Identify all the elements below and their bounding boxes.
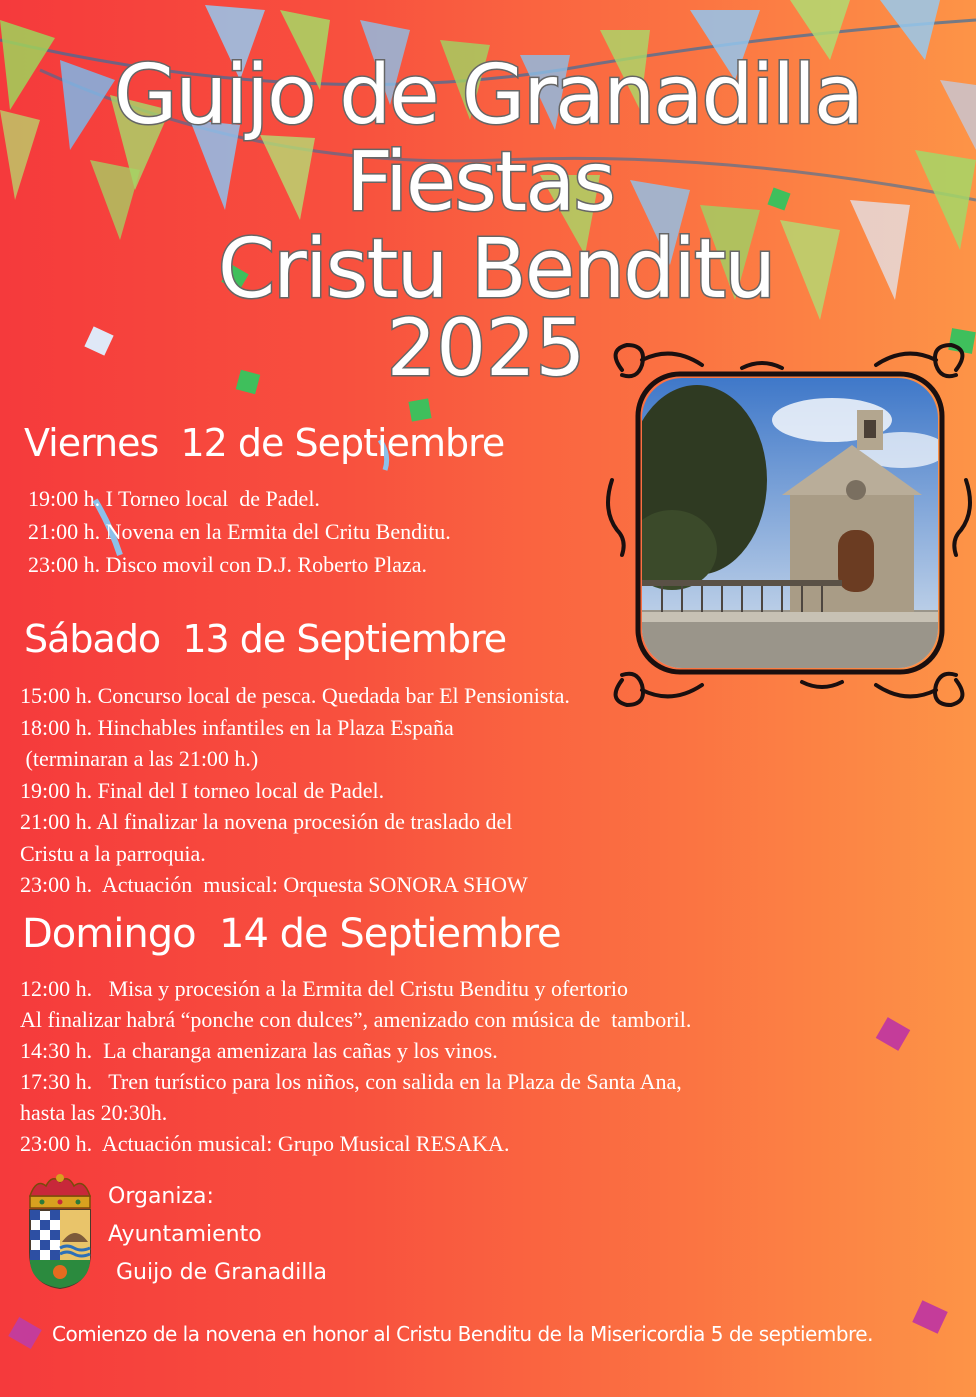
title-year: 2025 xyxy=(386,304,586,394)
event-item: Cristu a la parroquia. xyxy=(20,840,206,866)
event-item: 12:00 h. Misa y procesión a la Ermita del Cristu Benditu y ofertorio xyxy=(20,976,628,1001)
event-list-sabado xyxy=(20,680,570,901)
event-item: 15:00 h. Concurso local de pesca. Quedada bar El Pensionista. xyxy=(20,683,570,708)
event-item: (terminaran a las 21:00 h.) xyxy=(20,746,259,771)
event-list-viernes xyxy=(28,482,451,581)
day-heading-viernes: Viernes 12 de Septiembre xyxy=(24,421,505,465)
title-town: Guijo de Granadilla xyxy=(113,48,863,143)
event-item: 21:00 h. Novena en la Ermita del Critu Benditu. xyxy=(28,519,451,544)
event-item: 18:00 h. Hinchables infantiles en la Plaza España xyxy=(20,714,454,740)
title-fiestas: Fiestas xyxy=(345,135,615,230)
chapel-photo xyxy=(602,340,976,710)
event-item: 23:00 h. Actuación musical: Grupo Musical RESAKA. xyxy=(20,1131,510,1156)
organizer-label: Organiza: xyxy=(108,1184,214,1209)
municipal-coat-of-arms-icon xyxy=(22,1172,98,1292)
organizer-name-line2: Guijo de Granadilla xyxy=(116,1260,327,1285)
title-cristu-benditu: Cristu Benditu xyxy=(217,222,775,317)
day-heading-sabado: Sábado 13 de Septiembre xyxy=(24,617,507,661)
event-item: 19:00 h. Final del I torneo local de Padel. xyxy=(20,777,385,803)
event-item: 14:30 h. La charanga amenizara las cañas y los vinos. xyxy=(20,1038,498,1063)
event-item: 19:00 h. I Torneo local de Padel. xyxy=(28,486,320,511)
day-heading-domingo: Domingo 14 de Septiembre xyxy=(22,911,561,957)
event-list-domingo xyxy=(20,973,691,1159)
event-item: 23:00 h. Disco movil con D.J. Roberto Plaza. xyxy=(28,552,428,577)
footer-note: Comienzo de la novena en honor al Cristu Benditu de la Misericordia 5 de septiembre. xyxy=(52,1322,873,1346)
event-item: 21:00 h. Al finalizar la novena procesión de traslado del xyxy=(20,809,513,834)
organizer-name-line1: Ayuntamiento xyxy=(108,1222,262,1247)
event-item: hasta las 20:30h. xyxy=(20,1100,168,1125)
event-item: 17:30 h. Tren turístico para los niños, con salida en la Plaza de Santa Ana, xyxy=(20,1069,682,1094)
event-item: 23:00 h. Actuación musical: Orquesta SONORA SHOW xyxy=(20,872,528,897)
event-item: Al finalizar habrá “ponche con dulces”, amenizado con música de tamboril. xyxy=(20,1007,692,1032)
